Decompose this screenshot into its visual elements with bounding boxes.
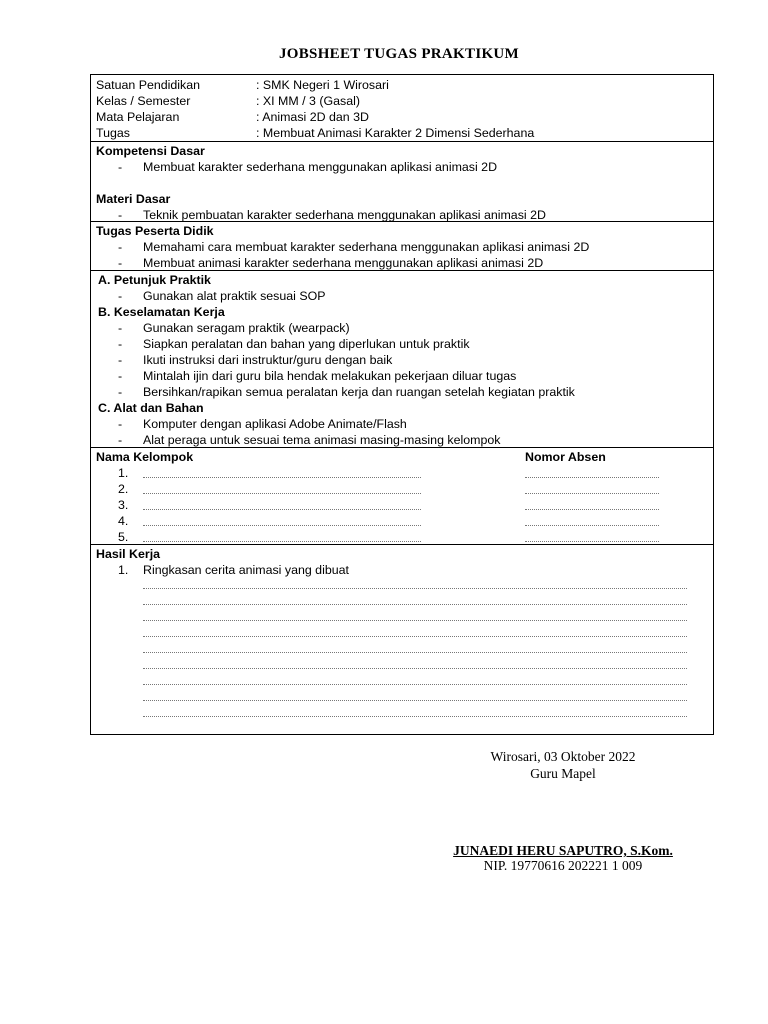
answer-line[interactable] xyxy=(143,652,687,653)
answer-line[interactable] xyxy=(143,700,687,701)
petunjuk-section xyxy=(91,270,713,448)
member-absen-field[interactable] xyxy=(525,525,659,526)
identity-value: : XI MM / 3 (Gasal) xyxy=(256,94,360,108)
answer-line[interactable] xyxy=(143,668,687,669)
kompetensi-section xyxy=(91,141,713,222)
identity-value: : Animasi 2D dan 3D xyxy=(256,110,369,124)
list-item: - Gunakan seragam praktik (wearpack) xyxy=(118,321,350,335)
member-absen-field[interactable] xyxy=(525,541,659,542)
member-number: 1. xyxy=(118,466,129,480)
member-absen-field[interactable] xyxy=(525,477,659,478)
identity-label: Mata Pelajaran xyxy=(96,110,180,124)
member-number: 4. xyxy=(118,514,129,528)
answer-line[interactable] xyxy=(143,588,687,589)
identity-label: Tugas xyxy=(96,126,130,140)
answer-line[interactable] xyxy=(143,620,687,621)
member-absen-field[interactable] xyxy=(525,493,659,494)
member-name-field[interactable] xyxy=(143,493,421,494)
list-item: - Membuat animasi karakter sederhana menggunakan aplikasi animasi 2D xyxy=(118,256,544,270)
identity-row xyxy=(96,77,389,93)
keselamatan-heading: B. Keselamatan Kerja xyxy=(98,305,225,319)
answer-line[interactable] xyxy=(143,716,687,717)
member-name-field[interactable] xyxy=(143,541,421,542)
list-item: - Alat peraga untuk sesuai tema animasi masing-masing kelompok xyxy=(118,433,501,447)
list-item: - Teknik pembuatan karakter sederhana menggunakan aplikasi animasi 2D xyxy=(118,208,546,222)
kelompok-section xyxy=(91,447,713,545)
member-name-field[interactable] xyxy=(143,525,421,526)
signer-role: Guru Mapel xyxy=(530,766,596,781)
page-title: JOBSHEET TUGAS PRAKTIKUM xyxy=(278,46,520,62)
identity-label: Kelas / Semester xyxy=(96,94,191,108)
list-item: - Mintalah ijin dari guru bila hendak melakukan pekerjaan diluar tugas xyxy=(118,369,517,383)
identity-row xyxy=(96,93,360,109)
list-item: - Siapkan peralatan dan bahan yang diperlukan untuk praktik xyxy=(118,337,470,351)
answer-line[interactable] xyxy=(143,636,687,637)
materi-heading: Materi Dasar xyxy=(96,192,171,206)
identity-value: : Membuat Animasi Karakter 2 Dimensi Sederhana xyxy=(256,126,535,140)
hasil-section xyxy=(91,544,713,737)
identity-section xyxy=(91,75,713,141)
identity-row xyxy=(96,125,534,141)
identity-row xyxy=(96,109,369,125)
member-absen-field[interactable] xyxy=(525,509,659,510)
list-item: - Komputer dengan aplikasi Adobe Animate/Flash xyxy=(118,417,407,431)
tugas-peserta-heading: Tugas Peserta Didik xyxy=(96,224,214,238)
signer-nip: NIP. 19770616 202221 1 009 xyxy=(483,858,643,873)
member-name-field[interactable] xyxy=(143,477,421,478)
tugas-peserta-section xyxy=(91,221,713,271)
answer-line[interactable] xyxy=(143,684,687,685)
list-item: - Ikuti instruksi dari instruktur/guru dengan baik xyxy=(118,353,393,367)
nama-kelompok-heading: Nama Kelompok xyxy=(96,450,194,464)
member-number: 5. xyxy=(118,530,129,544)
alat-heading: C. Alat dan Bahan xyxy=(98,401,204,415)
petunjuk-heading: A. Petunjuk Praktik xyxy=(98,273,211,287)
member-name-field[interactable] xyxy=(143,509,421,510)
place-date: Wirosari, 03 Oktober 2022 xyxy=(490,749,636,764)
hasil-heading: Hasil Kerja xyxy=(96,547,161,561)
hasil-item-number: 1. xyxy=(118,563,129,577)
list-item: - Memahami cara membuat karakter sederhana menggunakan aplikasi animasi 2D xyxy=(118,240,590,254)
list-item: - Gunakan alat praktik sesuai SOP xyxy=(118,289,326,303)
member-number: 2. xyxy=(118,482,129,496)
member-number: 3. xyxy=(118,498,129,512)
hasil-item-text: Ringkasan cerita animasi yang dibuat xyxy=(143,563,349,577)
jobsheet-table xyxy=(90,74,714,735)
identity-value: : SMK Negeri 1 Wirosari xyxy=(256,78,389,92)
list-item: - Membuat karakter sederhana menggunakan aplikasi animasi 2D xyxy=(118,160,498,174)
signer-name: JUNAEDI HERU SAPUTRO, S.Kom. xyxy=(453,843,673,858)
identity-label: Satuan Pendidikan xyxy=(96,78,201,92)
answer-line[interactable] xyxy=(143,604,687,605)
kompetensi-heading: Kompetensi Dasar xyxy=(96,144,205,158)
list-item: - Bersihkan/rapikan semua peralatan kerja dan ruangan setelah kegiatan praktik xyxy=(118,385,575,399)
nomor-absen-heading: Nomor Absen xyxy=(525,450,606,464)
